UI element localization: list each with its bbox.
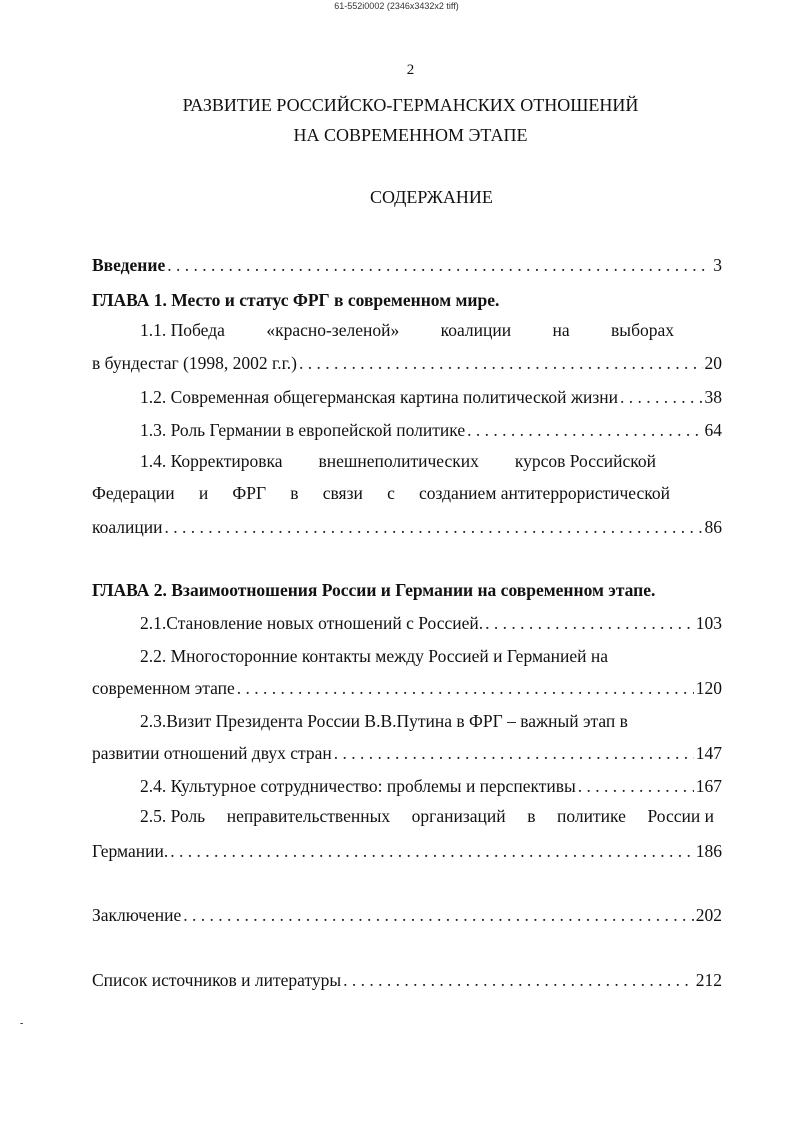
title-line-2: НА СОВРЕМЕННОМ ЭТАПЕ bbox=[293, 125, 528, 145]
toc-page: 202 bbox=[695, 905, 722, 925]
toc-label: 1.3. Роль Германии в европейской политике bbox=[140, 420, 466, 440]
toc-label: Введение bbox=[92, 255, 166, 275]
title-line-1: РАЗВИТИЕ РОССИЙСКО-ГЕРМАНСКИХ ОТНОШЕНИЙ bbox=[182, 95, 639, 115]
word: курсов Российской bbox=[514, 451, 656, 471]
toc-label: ГЛАВА 1. Место и статус ФРГ в современном мире. bbox=[92, 290, 500, 310]
word: коалиции bbox=[440, 320, 512, 340]
toc-page: 212 bbox=[695, 970, 722, 990]
toc-page: 103 bbox=[695, 613, 722, 633]
toc-label: 2.4. Культурное сотрудничество: проблемы и перспективы bbox=[140, 776, 576, 796]
word: созданием антитеррористической bbox=[419, 483, 670, 503]
toc-entry-2-4 bbox=[92, 773, 722, 797]
toc-entry-sources bbox=[92, 967, 722, 991]
word: выборах bbox=[611, 320, 674, 340]
toc-page: 147 bbox=[695, 743, 722, 763]
toc-entry-1-3 bbox=[92, 417, 722, 441]
toc-entry-1-1-line2 bbox=[92, 350, 722, 374]
toc-entry-2-5-line2 bbox=[92, 838, 722, 862]
word: с bbox=[387, 483, 395, 503]
word: Федерации bbox=[92, 483, 175, 503]
toc-label: 2.3.Визит Президента России В.В.Путина в ФРГ – важный этап в bbox=[140, 711, 628, 731]
leader-dots bbox=[237, 677, 694, 699]
toc-page: 20 bbox=[704, 353, 722, 373]
toc-entry-2-3-line2 bbox=[92, 740, 722, 764]
toc-label: 2.2. Многосторонние контакты между Россией и Германией на bbox=[140, 646, 609, 666]
toc-label: развитии отношений двух стран bbox=[92, 743, 332, 763]
toc-label: Германии. bbox=[92, 841, 169, 861]
toc-entry-1-4-line3 bbox=[92, 514, 722, 538]
leader-dots bbox=[164, 516, 702, 538]
toc-page: 3 bbox=[713, 255, 722, 275]
word: «красно-зеленой» bbox=[266, 320, 400, 340]
toc-entry-2-3-line1 bbox=[92, 708, 722, 732]
toc-label: 1.2. Современная общегерманская картина политической жизни bbox=[140, 387, 618, 407]
toc-label: Список источников и литературы bbox=[92, 970, 342, 990]
toc-entry-2-5-line1 bbox=[92, 805, 714, 829]
toc-page: 186 bbox=[695, 841, 722, 861]
toc-label: 2.1.Становление новых отношений с Россией. bbox=[140, 613, 484, 633]
toc-chapter-2 bbox=[92, 577, 722, 601]
toc-entry-1-4-line1 bbox=[92, 450, 656, 474]
toc-chapter-1 bbox=[92, 287, 722, 311]
word: неправительственных bbox=[226, 806, 391, 826]
toc-entry-2-2-line1 bbox=[92, 643, 722, 667]
toc-entry-1-1-line1 bbox=[92, 319, 674, 343]
toc-entry-1-4-line2 bbox=[92, 482, 670, 506]
word: 1.1. Победа bbox=[140, 320, 225, 340]
word: на bbox=[552, 320, 570, 340]
leader-dots bbox=[183, 904, 694, 926]
toc-heading: СОДЕРЖАНИЕ bbox=[370, 187, 493, 207]
document-title bbox=[0, 90, 793, 150]
word: и bbox=[198, 483, 209, 503]
toc-entry-conclusion bbox=[92, 902, 722, 926]
toc-label: ГЛАВА 2. Взаимоотношения России и Германии на современном этапе. bbox=[92, 580, 656, 600]
toc-page: 38 bbox=[704, 387, 722, 407]
toc-label: коалиции bbox=[92, 517, 163, 537]
leader-dots bbox=[343, 969, 694, 991]
leader-dots bbox=[578, 775, 694, 797]
leader-dots bbox=[620, 386, 703, 408]
margin-mark: - bbox=[20, 1018, 24, 1029]
word: в bbox=[527, 806, 536, 826]
file-header: 61-552i0002 (2346x3432x2 tiff) bbox=[334, 1, 459, 11]
word: 1.4. Корректировка bbox=[140, 451, 283, 471]
toc-entry-intro bbox=[92, 252, 722, 276]
toc-label: современном этапе bbox=[92, 678, 235, 698]
toc-page: 120 bbox=[695, 678, 722, 698]
leader-dots bbox=[334, 742, 694, 764]
word: организаций bbox=[411, 806, 506, 826]
toc-label: Заключение bbox=[92, 905, 182, 925]
leader-dots bbox=[167, 254, 711, 276]
word: внешнеполитических bbox=[318, 451, 479, 471]
leader-dots bbox=[299, 352, 703, 374]
leader-dots bbox=[467, 419, 702, 441]
leader-dots bbox=[170, 840, 694, 862]
toc-page: 86 bbox=[704, 517, 722, 537]
toc-page: 167 bbox=[695, 776, 722, 796]
toc-entry-2-1 bbox=[92, 610, 722, 634]
toc-entry-2-2-line2 bbox=[92, 675, 722, 699]
word: в bbox=[290, 483, 299, 503]
word: России и bbox=[647, 806, 714, 826]
leader-dots bbox=[485, 612, 694, 634]
word: политике bbox=[557, 806, 626, 826]
page-number: 2 bbox=[406, 62, 415, 78]
toc-label: в бундестаг (1998, 2002 г.г.) bbox=[92, 353, 297, 373]
toc-page: 64 bbox=[704, 420, 722, 440]
word: ФРГ bbox=[232, 483, 267, 503]
word: 2.5. Роль bbox=[140, 806, 206, 826]
toc-entry-1-2 bbox=[92, 384, 722, 408]
word: связи bbox=[322, 483, 363, 503]
